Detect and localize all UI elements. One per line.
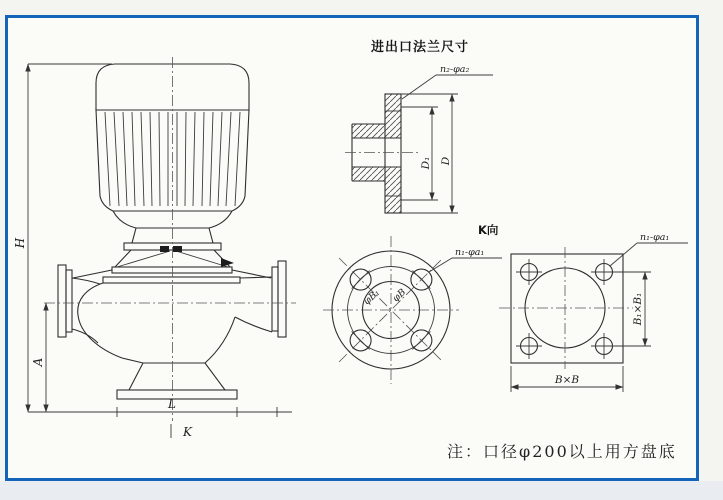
k-view-label: K向 — [478, 223, 499, 237]
footnote: 注：口径φ200以上用方盘底 — [447, 442, 677, 461]
flange-hatch-top — [385, 94, 401, 138]
dim-l-label: L — [168, 397, 176, 411]
coupling-block-left — [160, 246, 169, 252]
scan-edge-strip — [0, 481, 723, 500]
dim-d-label: D — [440, 156, 452, 166]
flange-hatch-bottom — [385, 167, 401, 213]
pipe-wall-hatch-bottom — [352, 167, 385, 181]
dim-phi-b1-label: φB₁ — [361, 287, 382, 308]
dim-phi-b-label: φB — [390, 286, 409, 305]
flange-bolt-holes-label: n₂-φa₂ — [440, 64, 470, 75]
dim-h-label: H — [13, 237, 27, 249]
pipe-wall-hatch-top — [352, 124, 385, 138]
dim-b1xb1-label: B₁×B₁ — [632, 292, 644, 326]
dim-d1-label: D₁ — [420, 156, 432, 170]
flange-section-title: 进出口法兰尺寸 — [371, 40, 470, 55]
coupling-block-right — [173, 246, 182, 252]
blue-frame-border — [7, 17, 698, 480]
dim-bxb-label: B×B — [554, 374, 580, 386]
kview-bolt-holes-label: n₁-φa₁ — [455, 247, 485, 258]
dim-a-label: A — [31, 357, 45, 367]
dim-k-label: K — [183, 425, 192, 439]
plate-bolt-holes-label: n₁-φa₁ — [640, 232, 670, 243]
